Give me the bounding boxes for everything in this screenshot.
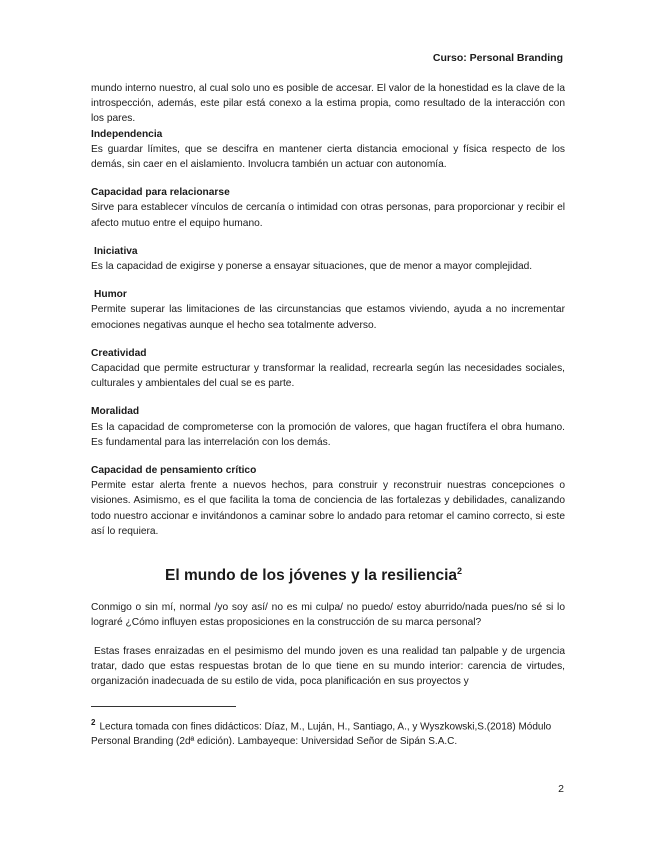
footnote-divider <box>91 706 236 707</box>
pillar-title: Capacidad de pensamiento crítico <box>91 465 257 477</box>
pillar-title: Moralidad <box>91 406 140 418</box>
pillar-text: Permite estar alerta frente a nuevos hechos, para construir y reconstruir nuestras concepciones o visiones. Asimismo, es el que facilita la toma de conciencia de las fortalezas y debilidades, canalizando todo nuestro accionar e invitándonos a caminar sobre lo andado para retomar el camino correcto, si este así lo requiera. <box>91 480 565 537</box>
pillar-moralidad <box>91 404 565 450</box>
pillar-text: Es guardar límites, que se descifra en mantener cierta distancia emocional y física respecto de los demás, sin caer en el aislamiento. Involucra también un actuar con autonomía. <box>91 143 565 171</box>
footnote-text: Lectura tomada con fines didácticos: Díaz, M., Luján, H., Santiago, A., y Wyszkowski,S.(2018) Módulo Personal Branding (2dª edición). Lambayeque: Universidad Señor de Sipán S.A.C. <box>91 721 552 748</box>
pillar-text: Sirve para establecer vínculos de cercanía o intimidad con otras personas, para proporcionar y recibir el afecto mutuo entre el equipo humano. <box>91 202 565 229</box>
section-paragraph: Estas frases enraizadas en el pesimismo del mundo joven es una realidad tan palpable y de urgencia tratar, dado que estas respuestas brotan de lo que tiene en su mundo interior: carencia de virtudes, organización inadecuada de su estilo de vida, poca planificación en sus proyectos y <box>91 645 565 688</box>
pillar-independencia <box>91 127 565 173</box>
footnote <box>91 715 565 749</box>
pillar-iniciativa <box>91 244 565 274</box>
pillar-text: Es la capacidad de comprometerse con la promoción de valores, que hagan fructífera el obra humano. Es fundamental para las interrelación con los demás. <box>91 421 565 448</box>
pillar-text: Permite superar las limitaciones de las circunstancias que estamos viviendo, ayuda a no incrementar emociones negativas aunque el hecho sea totalmente adverso. <box>91 304 565 331</box>
pillar-title: Independencia <box>91 128 163 140</box>
pillar-title: Humor <box>94 289 127 301</box>
page-header: Curso: Personal Branding <box>432 52 563 64</box>
pillar-text: Capacidad que permite estructurar y transformar la realidad, recrearla según las necesidades sociales, culturales y ambientales del cual se es parte. <box>91 363 565 390</box>
pillar-humor <box>91 287 565 333</box>
section-heading <box>165 561 565 586</box>
pillar-relacionarse <box>91 185 565 231</box>
section-paragraph: Conmigo o sin mí, normal /yo soy así/ no es mi culpa/ no puedo/ estoy aburrido/nada pues/no sé si lo lograré ¿Cómo influyen estas proposiciones en la construcción de su marca personal? <box>91 602 565 629</box>
pillar-text: Es la capacidad de exigirse y ponerse a ensayar situaciones, que de menor a mayor complejidad. <box>91 261 533 273</box>
pillar-pensamiento-critico <box>91 463 565 539</box>
footnote-reference: 2 <box>457 566 463 577</box>
intro-paragraph: mundo interno nuestro, al cual solo uno es posible de accesar. El valor de la honestidad es la clave de la introspección, además, este pilar está conexo a la estima propia, como resultado de la interacción con los pares. <box>91 83 565 125</box>
pillar-creatividad <box>91 346 565 392</box>
footnote-number: 2 <box>91 718 96 727</box>
page-body <box>91 81 565 702</box>
pillar-title: Capacidad para relacionarse <box>91 187 230 199</box>
section-heading-text: El mundo de los jóvenes y la resiliencia <box>165 567 458 585</box>
page-number: 2 <box>558 783 564 795</box>
pillar-title: Iniciativa <box>94 245 138 257</box>
pillar-title: Creatividad <box>91 347 147 359</box>
